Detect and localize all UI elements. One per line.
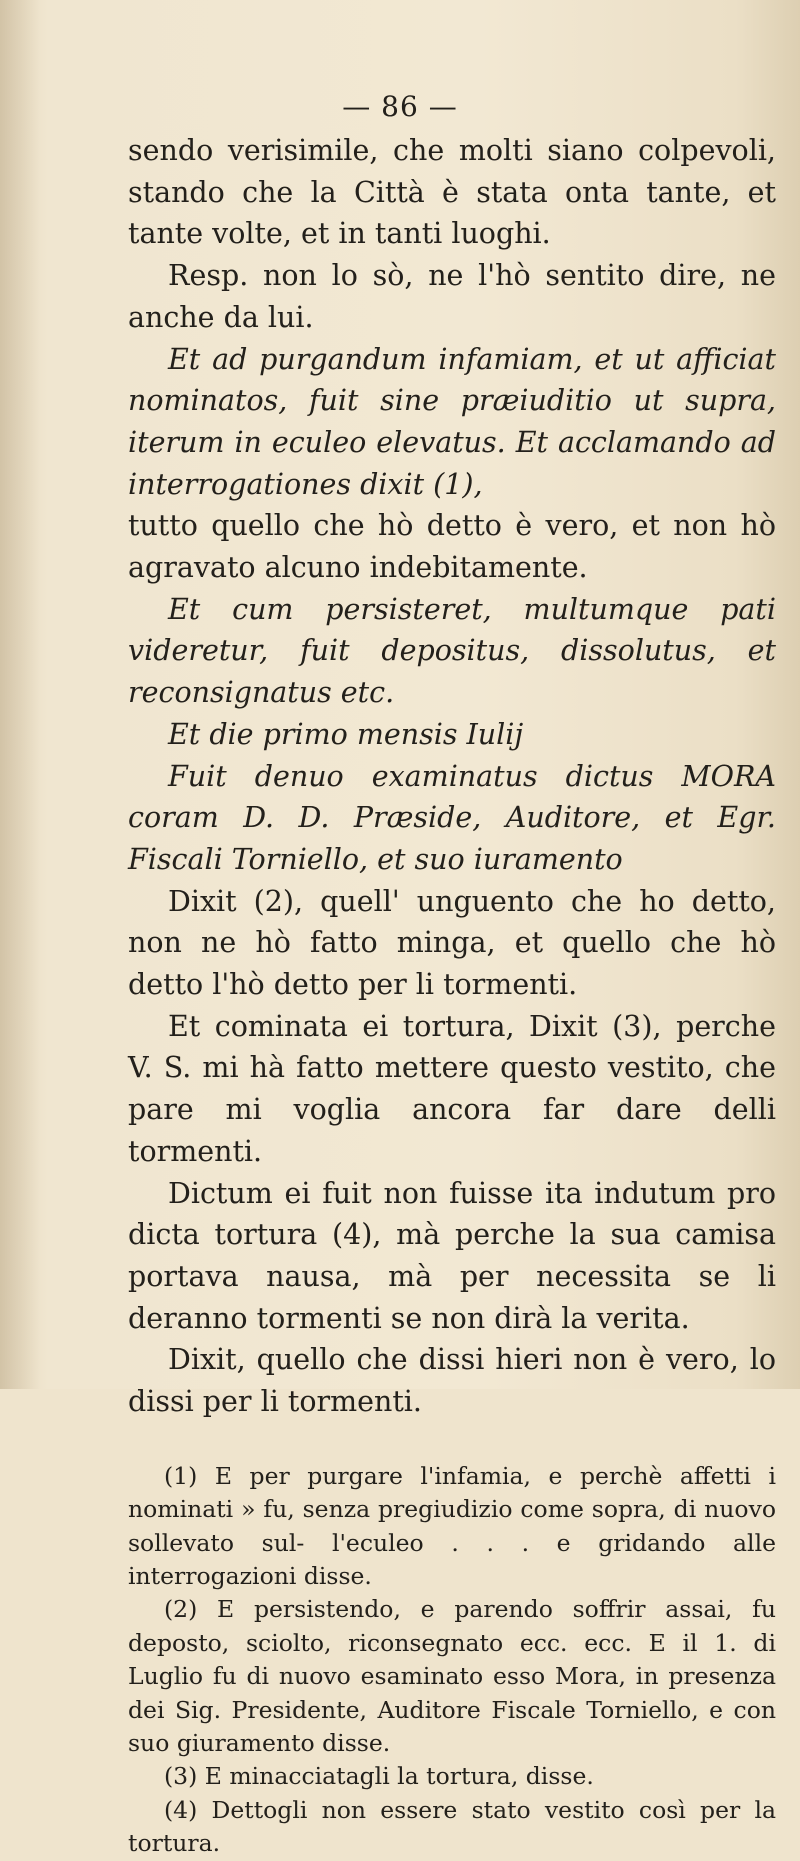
paragraph-3: Et ad purgandum infamiam, et ut afficiat nominatos, fuit sine præiuditio ut supra, iterum in eculeo elevatus. Et acclamando ad interrogationes dixit (1), [128, 342, 776, 501]
binding-shadow [0, 0, 40, 1389]
footnote-4: (4) Dettogli non essere stato vestito così per la tortura. [128, 1795, 776, 1858]
main-text [128, 130, 776, 1423]
paragraph-11: Dixit, quello che dissi hieri non è vero, lo dissi per li tormenti. [128, 1343, 776, 1419]
paragraph-6: Et die primo mensis Iulij [168, 717, 524, 751]
paragraph-5: Et cum persisteret, multumque pati videretur, fuit depositus, dissolutus, et reconsignatus etc. [128, 592, 776, 710]
footnote-2: (2) E persistendo, e parendo soffrir assai, fu deposto, sciolto, riconsegnato ecc. ecc. E il 1. di Luglio fu di nuovo esaminato esso Mora, in presenza dei Sig. Presidente, Auditore Fiscale Torniello, e con suo giuramento disse. [128, 1595, 776, 1758]
paragraph-9: Et cominata ei tortura, Dixit (3), perche V. S. mi hà fatto mettere questo vestito, che pare mi voglia ancora far dare delli tormenti. [128, 1009, 776, 1168]
footnotes [128, 1460, 776, 1861]
paragraph-8: Dixit (2), quell' unguento che ho detto, non ne hò fatto minga, et quello che hò detto l'hò detto per li tormenti. [128, 884, 776, 1002]
footnote-1: (1) E per purgare l'infamia, e perchè affetti i nominati » fu, senza pregiudizio come sopra, di nuovo sollevato sul- l'eculeo . . . e gridando alle interrogazioni disse. [128, 1461, 776, 1591]
paragraph-10: Dictum ei fuit non fuisse ita indutum pro dicta tortura (4), mà perche la sua camisa portava nausa, mà per necessita se li deranno tormenti se non dirà la verita. [128, 1176, 776, 1335]
paragraph-4: tutto quello che hò detto è vero, et non hò agravato alcuno indebitamente. [128, 509, 776, 585]
paragraph-1: sendo verisimile, che molti siano colpevoli, stando che la Città è stata onta tante, et tante volte, et in tanti luoghi. [128, 134, 776, 251]
footnote-3: (3) E minacciatagli la tortura, disse. [164, 1762, 594, 1791]
paragraph-2: Resp. non lo sò, ne l'hò sentito dire, ne anche da lui. [128, 259, 776, 334]
page-body [128, 130, 776, 1861]
paragraph-7: Fuit denuo examinatus dictus MORA coram D. D. Præside, Auditore, et Egr. Fiscali Torniello, et suo iuramento [128, 759, 776, 876]
page-number: — 86 — [342, 90, 458, 123]
